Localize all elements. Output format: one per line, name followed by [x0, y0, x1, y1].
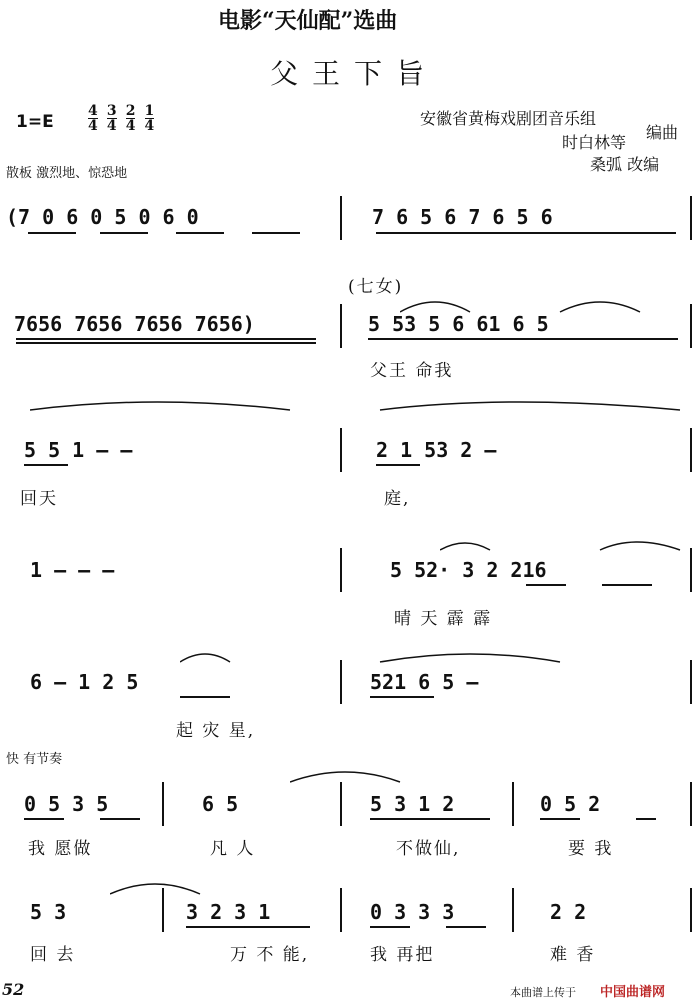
- underline: [370, 696, 434, 698]
- time-signatures: [88, 104, 158, 133]
- barline: [690, 428, 692, 472]
- underline: [602, 584, 652, 586]
- site-logo: 中国曲谱网: [600, 985, 666, 1000]
- underline: [252, 232, 300, 234]
- lyric-line: 庭,: [384, 489, 411, 509]
- time-signature: $\frac{2}{4}$: [125, 103, 136, 134]
- barline: [340, 428, 342, 472]
- upload-note: 本曲谱上传于: [510, 986, 576, 999]
- underline: [376, 232, 676, 234]
- collection-title: 电影“天仙配”选曲: [218, 8, 398, 34]
- barline: [340, 660, 342, 704]
- underline: [100, 818, 140, 820]
- lyric-line: 晴 天 霹 霹: [394, 609, 493, 629]
- underline: [370, 926, 410, 928]
- measure: (7 0 6 0 5 0 6 0: [6, 205, 199, 229]
- underline: [16, 338, 316, 340]
- measure: 5 52· 3 2 216: [390, 558, 547, 582]
- time-signature: $\frac{1}{4}$: [144, 103, 155, 134]
- measure: 6 — 1 2 5: [30, 670, 139, 694]
- lyric-line: 我 再把: [370, 945, 435, 965]
- slur-marks: [400, 292, 680, 316]
- slur-marks: [30, 394, 690, 414]
- lyric-line: 难 香: [550, 945, 596, 965]
- measure: 1 — — —: [30, 558, 115, 582]
- measure: 5 53 5 6 61 6 5: [368, 312, 549, 336]
- barline: [162, 782, 164, 826]
- underline: [180, 696, 230, 698]
- tempo-marking: 散板 激烈地、惊恐地: [6, 166, 128, 181]
- slur-marks: [180, 646, 600, 666]
- lyric-line: 万 不 能,: [230, 945, 310, 965]
- measure: 5 5 1 — —: [24, 438, 133, 462]
- measure: 7656 7656 7656 7656): [14, 312, 255, 336]
- time-signature: $\frac{3}{4}$: [106, 103, 117, 134]
- underline: [16, 342, 316, 344]
- measure: 2 1 53 2 —: [376, 438, 497, 462]
- key-signature: 1=E: [16, 112, 54, 132]
- underline: [176, 232, 224, 234]
- barline: [690, 782, 692, 826]
- measure: 0 3 3 3: [370, 900, 455, 924]
- barline: [690, 196, 692, 240]
- lyric-line: 要 我: [568, 839, 614, 859]
- song-title: 父王下旨: [270, 57, 439, 90]
- measure: 7 6 5 6 7 6 5 6: [372, 205, 553, 229]
- barline: [340, 304, 342, 348]
- measure: 3 2 3 1: [186, 900, 271, 924]
- underline: [28, 232, 76, 234]
- lyric-line: 我 愿做: [28, 839, 93, 859]
- lyric-line: 起 灾 星,: [176, 721, 256, 741]
- barline: [340, 782, 342, 826]
- slur-marks: [290, 762, 410, 786]
- barline: [340, 888, 342, 932]
- barline: [690, 660, 692, 704]
- underline: [186, 926, 310, 928]
- underline: [370, 818, 490, 820]
- underline: [540, 818, 580, 820]
- slur-marks: [110, 874, 210, 898]
- page-number: 52: [2, 980, 25, 999]
- credit-group: 安徽省黄梅戏剧团音乐组: [420, 109, 597, 128]
- lyric-line: 回天: [20, 489, 58, 509]
- slur-marks: [440, 534, 690, 554]
- underline: [24, 464, 68, 466]
- measure: 5 3: [30, 900, 67, 924]
- time-signature: $\frac{4}{4}$: [88, 103, 98, 134]
- underline: [636, 818, 656, 820]
- role-label: (七女): [348, 277, 404, 297]
- underline: [24, 818, 64, 820]
- measure: 0 5 3 5: [24, 792, 109, 816]
- credit-adapter: 桑弧 改编: [590, 155, 660, 174]
- lyric-line: 回 去: [30, 945, 76, 965]
- barline: [512, 782, 514, 826]
- lyric-line: 不做仙,: [396, 839, 461, 859]
- tempo-marking: 快 有节奏: [6, 752, 63, 767]
- credit-role: 编曲: [646, 123, 679, 142]
- barline: [690, 304, 692, 348]
- measure: 6 5: [202, 792, 239, 816]
- barline: [690, 548, 692, 592]
- barline: [512, 888, 514, 932]
- credit-arrangers: 时白林等: [562, 133, 627, 152]
- underline: [526, 584, 566, 586]
- barline: [340, 196, 342, 240]
- underline: [368, 338, 678, 340]
- measure: 0 5 2: [540, 792, 601, 816]
- measure: 521 6 5 —: [370, 670, 479, 694]
- underline: [100, 232, 148, 234]
- measure: 5 3 1 2: [370, 792, 455, 816]
- lyric-line: 凡 人: [210, 839, 256, 859]
- barline: [340, 548, 342, 592]
- underline: [376, 464, 420, 466]
- underline: [446, 926, 486, 928]
- lyric-line: 父王 命我: [370, 361, 454, 381]
- barline: [690, 888, 692, 932]
- measure: 2 2: [550, 900, 587, 924]
